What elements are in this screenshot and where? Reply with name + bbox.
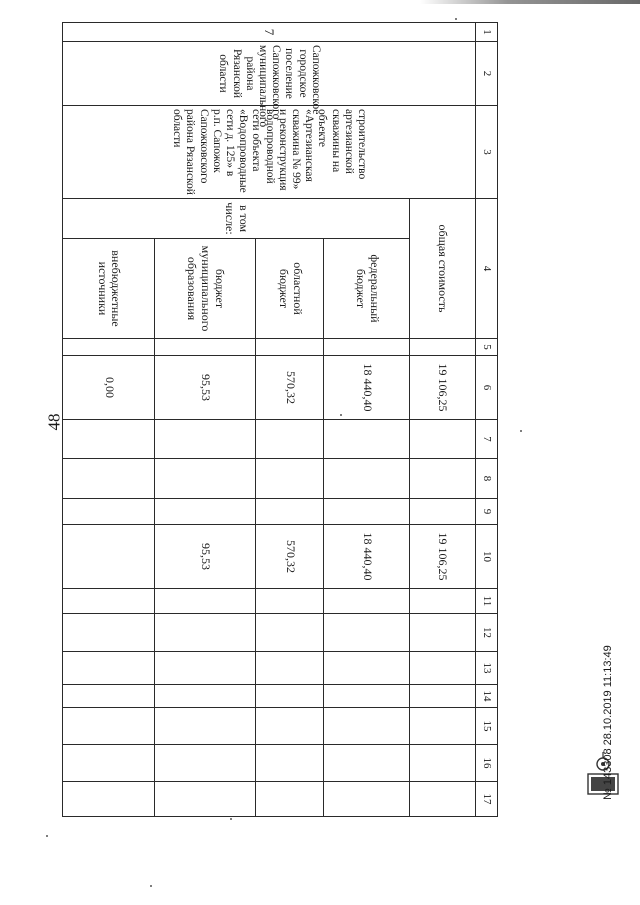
row-col10 bbox=[63, 525, 155, 589]
speck bbox=[230, 818, 232, 820]
row-col6: 0,00 bbox=[63, 356, 155, 420]
row-col10: 95,53 bbox=[155, 525, 256, 589]
project-cell: строительство артезианской скважины на объекте «Артезианская скважина № 99» и реконструкция водопроводной сети объекта «Водопроводные сети д. 125» в р.п. Сапожок Сапожковского района Рязанской области bbox=[63, 106, 476, 199]
scan-edge-artifact bbox=[420, 0, 640, 4]
col-number: 3 bbox=[476, 106, 498, 199]
col-number: 16 bbox=[476, 745, 498, 782]
col-number: 1 bbox=[476, 23, 498, 42]
row-label: бюджет муниципального образования bbox=[155, 239, 256, 339]
total-row bbox=[410, 23, 476, 817]
col-number: 8 bbox=[476, 459, 498, 499]
row-col6: 95,53 bbox=[155, 356, 256, 420]
total-col10: 19 106,25 bbox=[410, 525, 476, 589]
speck bbox=[520, 430, 522, 432]
total-label: общая стоимость bbox=[410, 199, 476, 339]
page-number: 48 bbox=[44, 413, 64, 431]
row-col10: 570,32 bbox=[256, 525, 324, 589]
row-label: федеральный бюджет bbox=[324, 239, 410, 339]
row-col6: 18 440,40 bbox=[324, 356, 410, 420]
col-number: 10 bbox=[476, 525, 498, 589]
speck bbox=[455, 18, 457, 20]
col-number: 14 bbox=[476, 685, 498, 708]
municipality-cell: Сапожковское городское поселение Сапожковского муниципального района Рязанской области bbox=[63, 42, 476, 106]
col-number: 17 bbox=[476, 782, 498, 817]
speck bbox=[150, 885, 152, 887]
row-col6: 570,32 bbox=[256, 356, 324, 420]
registration-stamp-text: № 143308 28.10.2019 11:13:49 bbox=[602, 645, 614, 800]
row-label: внебюджетные источники bbox=[63, 239, 155, 339]
col-number: 2 bbox=[476, 42, 498, 106]
col-number: 12 bbox=[476, 614, 498, 652]
row-index: 7 bbox=[63, 23, 476, 42]
column-number-row bbox=[476, 23, 498, 817]
col-number: 5 bbox=[476, 339, 498, 356]
speck bbox=[340, 414, 342, 416]
col-number: 11 bbox=[476, 589, 498, 614]
col-number: 15 bbox=[476, 708, 498, 745]
rotated-table-container bbox=[62, 22, 498, 816]
col-number: 13 bbox=[476, 652, 498, 685]
col-number: 9 bbox=[476, 499, 498, 525]
row-col10: 18 440,40 bbox=[324, 525, 410, 589]
speck bbox=[46, 835, 48, 837]
col-number: 4 bbox=[476, 199, 498, 339]
total-col6: 19 106,25 bbox=[410, 356, 476, 420]
col-number: 6 bbox=[476, 356, 498, 420]
budget-table bbox=[62, 22, 498, 817]
row-label: областной бюджет bbox=[256, 239, 324, 339]
including-label: в том числе: bbox=[63, 199, 410, 239]
col-number: 7 bbox=[476, 420, 498, 459]
